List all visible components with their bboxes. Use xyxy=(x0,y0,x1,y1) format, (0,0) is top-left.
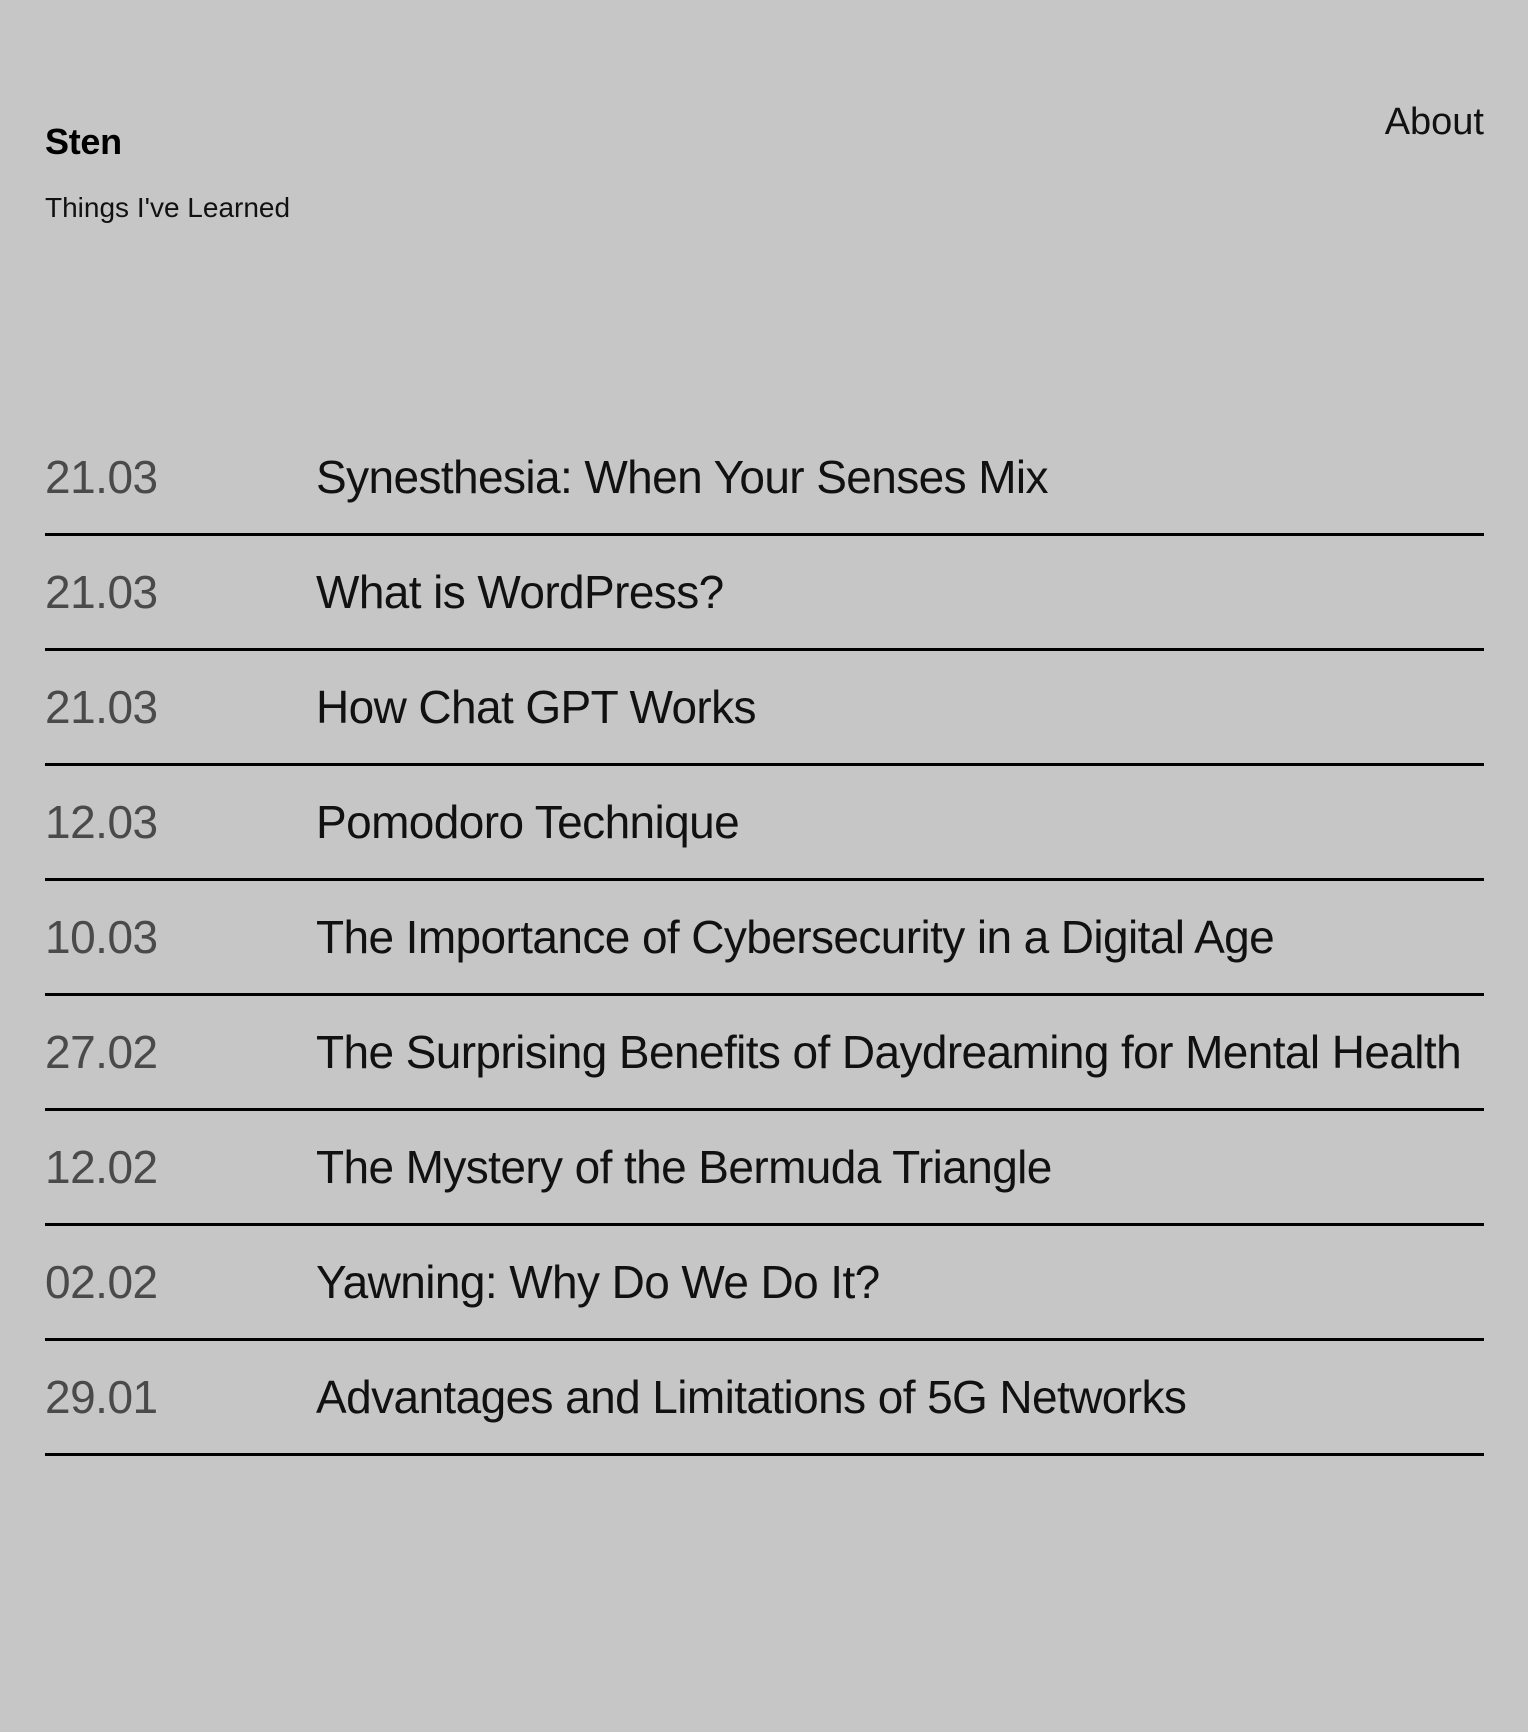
post-date: 10.03 xyxy=(45,911,158,963)
post-title-link[interactable]: Yawning: Why Do We Do It? xyxy=(316,1256,880,1308)
post-date: 12.02 xyxy=(45,1141,158,1193)
post-title-link[interactable]: Pomodoro Technique xyxy=(316,796,740,848)
post-title-link[interactable]: The Surprising Benefits of Daydreaming for Mental Health xyxy=(316,1026,1462,1078)
post-row[interactable] xyxy=(45,536,1484,651)
site-tagline: Things I've Learned xyxy=(45,192,291,223)
post-title-link[interactable]: The Mystery of the Bermuda Triangle xyxy=(316,1141,1052,1193)
post-row[interactable] xyxy=(45,1341,1484,1456)
post-row[interactable] xyxy=(45,1111,1484,1226)
post-title-link[interactable]: How Chat GPT Works xyxy=(316,681,756,733)
post-title-link[interactable]: Synesthesia: When Your Senses Mix xyxy=(316,451,1048,503)
post-title-link[interactable]: The Importance of Cybersecurity in a Digital Age xyxy=(316,911,1275,963)
post-date: 27.02 xyxy=(45,1026,158,1078)
post-row[interactable] xyxy=(45,421,1484,536)
post-row[interactable] xyxy=(45,1226,1484,1341)
post-title-link[interactable]: What is WordPress? xyxy=(316,566,724,618)
post-date: 21.03 xyxy=(45,681,158,733)
post-date: 21.03 xyxy=(45,451,158,503)
post-row[interactable] xyxy=(45,766,1484,881)
post-row[interactable] xyxy=(45,651,1484,766)
post-date: 02.02 xyxy=(45,1256,158,1308)
post-list xyxy=(45,421,1484,1456)
site-name[interactable]: Sten xyxy=(45,121,122,162)
post-date: 12.03 xyxy=(45,796,158,848)
post-row[interactable] xyxy=(45,881,1484,996)
post-row[interactable] xyxy=(45,996,1484,1111)
nav-about-link[interactable]: About xyxy=(1384,101,1484,143)
post-date: 21.03 xyxy=(45,566,158,618)
post-title-link[interactable]: Advantages and Limitations of 5G Networks xyxy=(316,1371,1187,1423)
post-date: 29.01 xyxy=(45,1371,158,1423)
site-header xyxy=(45,0,1484,260)
